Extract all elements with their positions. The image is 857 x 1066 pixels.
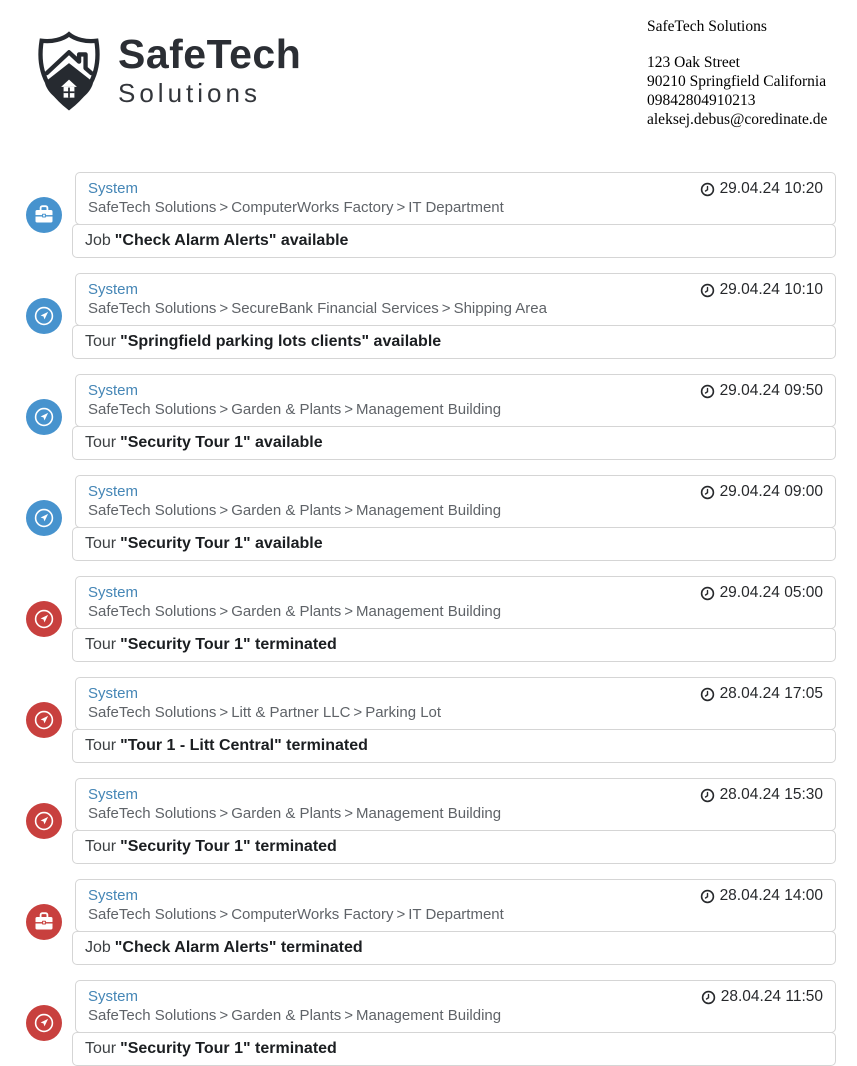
breadcrumb-separator: > — [219, 805, 229, 822]
event-timestamp — [700, 482, 823, 501]
address-city: 90210 Springfield California — [647, 73, 827, 90]
event-card-header — [75, 879, 836, 932]
breadcrumb-separator: > — [219, 906, 229, 923]
event-card-header — [75, 374, 836, 427]
event-card[interactable] — [72, 172, 836, 258]
clock-icon — [700, 788, 715, 803]
company-address — [647, 17, 827, 129]
event-row — [26, 677, 836, 763]
breadcrumb-segment: ComputerWorks Factory — [231, 199, 394, 216]
event-message — [72, 931, 836, 965]
event-timestamp — [700, 684, 823, 703]
event-card[interactable] — [72, 778, 836, 864]
breadcrumb — [88, 905, 504, 924]
breadcrumb-separator: > — [219, 300, 229, 317]
clock-icon — [700, 384, 715, 399]
event-row — [26, 778, 836, 864]
event-card-header — [75, 778, 836, 831]
event-kind: Tour — [85, 333, 117, 350]
breadcrumb-segment: Management Building — [356, 401, 502, 418]
event-timestamp — [700, 886, 823, 905]
event-message — [72, 527, 836, 561]
event-message-bold: "Security Tour 1" available — [120, 434, 323, 451]
event-source-link[interactable]: System — [88, 786, 139, 803]
breadcrumb-segment: Management Building — [356, 805, 502, 822]
breadcrumb-segment: Garden & Plants — [231, 805, 342, 822]
breadcrumb-separator: > — [219, 401, 229, 418]
address-email: aleksej.debus@coredinate.de — [647, 111, 828, 128]
event-kind: Tour — [85, 838, 117, 855]
clock-icon — [700, 687, 715, 702]
event-message-bold: "Springfield parking lots clients" available — [120, 333, 442, 350]
event-header-text — [88, 280, 547, 318]
timestamp-text: 29.04.24 10:20 — [719, 180, 823, 197]
event-message-bold: "Security Tour 1" available — [120, 535, 323, 552]
clock-icon — [700, 586, 715, 601]
clock-icon — [701, 990, 716, 1005]
clock-icon — [700, 182, 715, 197]
event-row — [26, 576, 836, 662]
breadcrumb-segment: Litt & Partner LLC — [231, 704, 351, 721]
breadcrumb — [88, 804, 501, 823]
event-type-icon — [26, 1005, 62, 1041]
event-timestamp — [700, 280, 823, 299]
breadcrumb-segment: Shipping Area — [453, 300, 547, 317]
breadcrumb-segment: IT Department — [408, 906, 504, 923]
event-message-bold: "Security Tour 1" terminated — [120, 636, 337, 653]
event-header-text — [88, 583, 501, 621]
event-card[interactable] — [72, 475, 836, 561]
breadcrumb-segment: Garden & Plants — [231, 603, 342, 620]
breadcrumb-segment: SafeTech Solutions — [88, 704, 217, 721]
event-kind: Job — [85, 939, 111, 956]
event-card[interactable] — [72, 576, 836, 662]
breadcrumb-separator: > — [219, 502, 229, 519]
event-source-link[interactable]: System — [88, 887, 139, 904]
event-type-icon — [26, 500, 62, 536]
event-message-bold: "Tour 1 - Litt Central" terminated — [120, 737, 368, 754]
event-row — [26, 475, 836, 561]
event-card[interactable] — [72, 374, 836, 460]
breadcrumb-separator: > — [396, 906, 406, 923]
event-card[interactable] — [72, 879, 836, 965]
event-card-header — [75, 475, 836, 528]
event-message — [72, 325, 836, 359]
logo-text — [118, 30, 302, 109]
breadcrumb — [88, 602, 501, 621]
timestamp-text: 28.04.24 14:00 — [719, 887, 823, 904]
event-header-text — [88, 179, 504, 217]
breadcrumb-separator: > — [219, 704, 229, 721]
event-type-icon — [26, 803, 62, 839]
event-card-header — [75, 980, 836, 1033]
breadcrumb-separator: > — [396, 199, 406, 216]
breadcrumb-separator: > — [219, 1007, 229, 1024]
breadcrumb-segment: SafeTech Solutions — [88, 603, 217, 620]
breadcrumb-separator: > — [344, 401, 354, 418]
event-row — [26, 273, 836, 359]
timestamp-text: 28.04.24 17:05 — [719, 685, 823, 702]
event-timestamp — [700, 381, 823, 400]
breadcrumb-separator: > — [219, 603, 229, 620]
event-row — [26, 980, 836, 1066]
event-message — [72, 426, 836, 460]
clock-icon — [700, 485, 715, 500]
event-card[interactable] — [72, 273, 836, 359]
event-header-text — [88, 987, 501, 1025]
event-card-header — [75, 172, 836, 225]
event-message — [72, 224, 836, 258]
event-type-icon — [26, 702, 62, 738]
event-message-bold: "Check Alarm Alerts" available — [114, 232, 349, 249]
event-kind: Tour — [85, 737, 117, 754]
breadcrumb-segment: ComputerWorks Factory — [231, 906, 394, 923]
navigation-arrow-icon — [26, 500, 62, 536]
breadcrumb-segment: SafeTech Solutions — [88, 300, 217, 317]
event-source-link[interactable]: System — [88, 988, 139, 1005]
breadcrumb-segment: IT Department — [408, 199, 504, 216]
event-source-link[interactable]: System — [88, 382, 139, 399]
event-card[interactable] — [72, 980, 836, 1066]
event-type-icon — [26, 197, 62, 233]
logo — [33, 30, 301, 112]
event-type-icon — [26, 904, 62, 940]
breadcrumb-separator: > — [344, 603, 354, 620]
navigation-arrow-icon — [26, 803, 62, 839]
event-list — [0, 172, 857, 1066]
event-row — [26, 172, 836, 258]
event-timestamp — [700, 785, 823, 804]
address-spacer — [647, 36, 827, 53]
event-card-header — [75, 677, 836, 730]
breadcrumb-segment: SecureBank Financial Services — [231, 300, 439, 317]
event-timestamp — [700, 179, 823, 198]
event-source-link[interactable]: System — [88, 281, 139, 298]
event-message — [72, 628, 836, 662]
logo-subtitle: Solutions — [118, 77, 261, 108]
event-type-icon — [26, 399, 62, 435]
event-message — [72, 830, 836, 864]
event-header-text — [88, 785, 501, 823]
address-street: 123 Oak Street — [647, 54, 740, 71]
event-type-icon — [26, 601, 62, 637]
event-card-header — [75, 576, 836, 629]
event-card-header — [75, 273, 836, 326]
clock-icon — [700, 889, 715, 904]
event-type-icon — [26, 298, 62, 334]
breadcrumb-separator: > — [353, 704, 363, 721]
event-header-text — [88, 684, 441, 722]
breadcrumb-segment: SafeTech Solutions — [88, 805, 217, 822]
event-kind: Tour — [85, 1040, 117, 1057]
timestamp-text: 29.04.24 09:50 — [719, 382, 823, 399]
breadcrumb-segment: Management Building — [356, 1007, 502, 1024]
breadcrumb — [88, 400, 501, 419]
timestamp-text: 29.04.24 09:00 — [719, 483, 823, 500]
event-kind: Job — [85, 232, 111, 249]
event-row — [26, 879, 836, 965]
event-kind: Tour — [85, 434, 117, 451]
event-message — [72, 729, 836, 763]
event-source-link[interactable]: System — [88, 483, 139, 500]
event-source-link[interactable]: System — [88, 584, 139, 601]
breadcrumb-separator: > — [219, 199, 229, 216]
event-message-bold: "Security Tour 1" terminated — [120, 1040, 337, 1057]
event-message-bold: "Check Alarm Alerts" terminated — [114, 939, 363, 956]
breadcrumb — [88, 1006, 501, 1025]
event-timestamp — [700, 583, 823, 602]
event-header-text — [88, 886, 504, 924]
event-timestamp — [701, 987, 823, 1006]
breadcrumb-segment: SafeTech Solutions — [88, 1007, 217, 1024]
breadcrumb-separator: > — [441, 300, 451, 317]
timestamp-text: 28.04.24 15:30 — [719, 786, 823, 803]
timestamp-text: 29.04.24 05:00 — [719, 584, 823, 601]
shield-house-logo-icon — [33, 30, 105, 112]
address-company: SafeTech Solutions — [647, 18, 767, 35]
logo-brand: SafeTech — [118, 30, 302, 77]
breadcrumb-segment: Management Building — [356, 502, 502, 519]
briefcase-icon — [26, 197, 62, 233]
breadcrumb-separator: > — [344, 502, 354, 519]
address-phone: 09842804910213 — [647, 92, 756, 109]
timestamp-text: 28.04.24 11:50 — [720, 988, 823, 1005]
briefcase-icon — [26, 904, 62, 940]
breadcrumb — [88, 198, 504, 217]
event-card[interactable] — [72, 677, 836, 763]
breadcrumb — [88, 299, 547, 318]
breadcrumb-segment: Garden & Plants — [231, 1007, 342, 1024]
timestamp-text: 29.04.24 10:10 — [719, 281, 823, 298]
breadcrumb-segment: Parking Lot — [365, 704, 442, 721]
event-kind: Tour — [85, 535, 117, 552]
event-message — [72, 1032, 836, 1066]
event-message-bold: "Security Tour 1" terminated — [120, 838, 337, 855]
navigation-arrow-icon — [26, 1005, 62, 1041]
breadcrumb — [88, 501, 501, 520]
breadcrumb-segment: SafeTech Solutions — [88, 401, 217, 418]
event-kind: Tour — [85, 636, 117, 653]
breadcrumb-segment: Garden & Plants — [231, 401, 342, 418]
navigation-arrow-icon — [26, 298, 62, 334]
breadcrumb — [88, 703, 441, 722]
page-header — [0, 0, 857, 172]
event-row — [26, 374, 836, 460]
event-source-link[interactable]: System — [88, 180, 139, 197]
breadcrumb-segment: Management Building — [356, 603, 502, 620]
navigation-arrow-icon — [26, 702, 62, 738]
breadcrumb-segment: Garden & Plants — [231, 502, 342, 519]
navigation-arrow-icon — [26, 399, 62, 435]
event-header-text — [88, 482, 501, 520]
breadcrumb-segment: SafeTech Solutions — [88, 906, 217, 923]
event-header-text — [88, 381, 501, 419]
breadcrumb-segment: SafeTech Solutions — [88, 199, 217, 216]
event-source-link[interactable]: System — [88, 685, 139, 702]
breadcrumb-segment: SafeTech Solutions — [88, 502, 217, 519]
navigation-arrow-icon — [26, 601, 62, 637]
breadcrumb-separator: > — [344, 805, 354, 822]
breadcrumb-separator: > — [344, 1007, 354, 1024]
clock-icon — [700, 283, 715, 298]
